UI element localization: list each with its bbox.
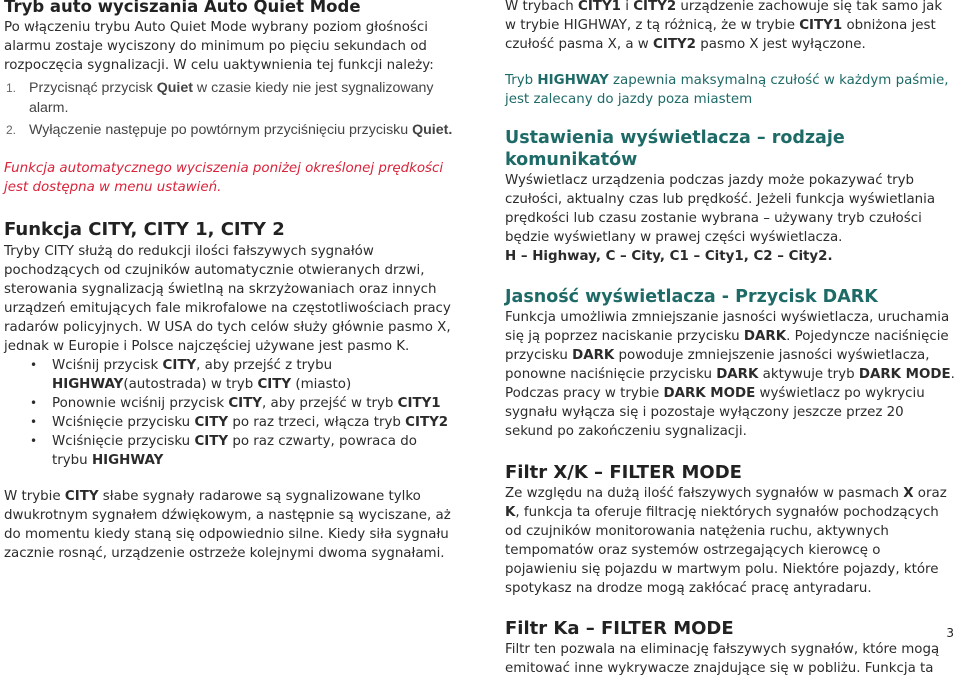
filter-ka-title: Filtr Ka – FILTER MODE (505, 618, 734, 639)
step-number: 1. (6, 81, 17, 95)
auto-quiet-note: Funkcja automatycznego wyciszenia poniżej określonej prędkości jest dostępna w menu ustawień. (4, 161, 444, 195)
city-steps-list (4, 356, 456, 470)
city-description: Tryby CITY służą do redukcji ilości fałszywych sygnałów pochodzących od czujników automatycznie otwieranych drzwi, sterowania sygnalizacją świetlną na skrzyżowaniach oraz innych urządzeń emitujących fale mikrofalowe na częstotliwościach pracy radarów policyjnych. W USA do tych celów służy głównie pasmo X, jednak w Europie i Polsce najczęściej używane jest pasmo K. (4, 244, 451, 354)
dark-button-title: Jasność wyświetlacza - Przycisk DARK (505, 287, 878, 307)
list-item: • Wciśnięcie przycisku CITY po raz czwarty, powraca do trybu HIGHWAY (30, 434, 417, 468)
display-mode-legend: H – Highway, C – City, C1 – City1, C2 – City2. (505, 249, 833, 264)
step-text: Przycisnąć przycisk (29, 80, 157, 96)
step-number: 2. (6, 123, 17, 137)
step-text: w czasie kiedy nie jest sygnalizowany alarm. (29, 80, 434, 116)
list-item: • Wciśnij przycisk CITY, aby przejść z trybu HIGHWAY(autostrada) w tryb CITY (miasto) (30, 358, 352, 392)
dark-button-text: Funkcja umożliwia zmniejszanie jasności wyświetlacza, uruchamia się ją poprzez naciskanie przycisku DARK. Pojedyncze naciśnięcie przycisku DARK powoduje zmniejszenie jasności wyświetlacza, ponowne naciśnięcie przycisku DARK aktywuje tryb DARK MODE. Podczas pracy w trybie DARK MODE wyświetlacz po wykryciu sygnału wyłącza się i pozostaje wyłączony jeszcze przez 20 sekund po zakończeniu sygnalizacji. (505, 310, 955, 439)
city1-city2-text: W trybach CITY1 i CITY2 urządzenie zachowuje się tak samo jak w trybie HIGHWAY, z tą różnicą, że w trybie CITY1 obniżona jest czułość pasma X, a w CITY2 pasmo X jest wyłączone. (505, 0, 943, 52)
auto-quiet-intro: Po włączeniu trybu Auto Quiet Mode wybrany poziom głośności alarmu zostaje wyciszony do minimum po pięciu sekundach od rozpoczęcia sygnalizacji. W celu uaktywnienia tej funkcji należy: (4, 20, 434, 73)
display-settings-text: Wyświetlacz urządzenia podczas jazdy może pokazywać tryb czułości, aktualny czas lub prędkość. Jeżeli funkcja wyświetlania prędkości lub czasu zostanie wybrana – używany tryb czułości będzie wyświetlany w prawej części wyświetlacza. (505, 173, 936, 245)
filter-ka-text: Filtr ten pozwala na eliminację fałszywych sygnałów, które mogą emitować inne wykrywacze znajdujące się w pobliżu. Funkcja ta (505, 642, 940, 676)
filter-xk-text: Ze względu na dużą ilość fałszywych sygnałów w pasmach X oraz K, funkcja ta oferuje filtrację niektórych sygnałów pochodzących od czujników monitorowania natężenia ruchu, aktywnych tempomatów oraz systemów ostrzegających kierowcę o pojawieniu się pojazdu w martwym polu. Niektóre pojazdy, które spotykasz na drodze mogą zakłócać pracę antyradaru. (505, 486, 947, 596)
step-item (4, 120, 456, 140)
step-text: Wyłączenie następuje po powtórnym przyciśnięciu przycisku (29, 122, 413, 138)
bullet-icon: • (30, 415, 38, 429)
highway-text: Tryb HIGHWAY zapewnia maksymalną czułość w każdym paśmie, jest zalecany do jazdy poza miastem (505, 73, 949, 107)
bullet-icon: • (30, 396, 38, 410)
step-bold: Quiet (156, 80, 193, 96)
display-settings-title: Ustawienia wyświetlacza – rodzaje komunikatów (505, 128, 845, 170)
bullet-icon: • (30, 434, 38, 448)
page-number: 3 (946, 626, 954, 640)
step-bold: Quiet. (412, 122, 453, 138)
right-column (505, 0, 955, 678)
filter-xk-title: Filtr X/K – FILTER MODE (505, 462, 742, 483)
step-item (4, 78, 456, 118)
list-item: • Ponownie wciśnij przycisk CITY, aby przejść w tryb CITY1 (30, 396, 441, 411)
city-section-title: Funkcja CITY, CITY 1, CITY 2 (4, 219, 285, 240)
auto-quiet-title: Tryb auto wyciszania Auto Quiet Mode (4, 0, 361, 16)
list-item: • Wciśnięcie przycisku CITY po raz trzeci, włącza tryb CITY2 (30, 415, 449, 430)
auto-quiet-steps (4, 78, 456, 140)
city-weak-signal-text: W trybie CITY słabe sygnały radarowe są sygnalizowane tylko dwukrotnym sygnałem dźwiękowym, a następnie są wyciszane, aż do momentu kiedy staną się odpowiednio silne. Kiedy siła sygnału zacznie rosnąć, urządzenie ostrzeże kolejnymi dwoma sygnałami. (4, 489, 451, 561)
left-column (4, 0, 456, 563)
bullet-icon: • (30, 358, 38, 372)
